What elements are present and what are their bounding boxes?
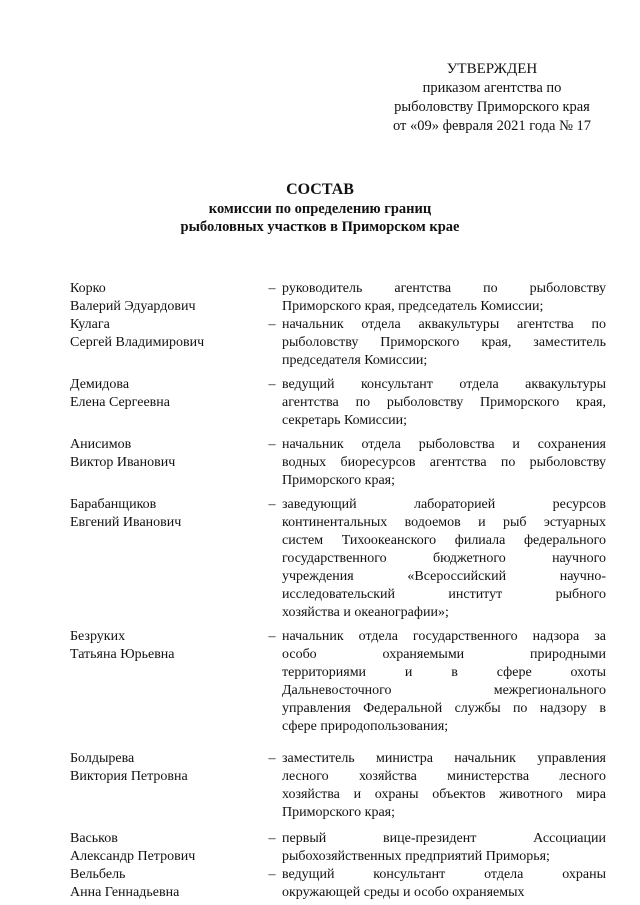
role-line: начальник отдела рыболовства и сохранения (282, 437, 606, 452)
role-line: лесного хозяйства министерства лесного (282, 769, 606, 784)
role-line: агентства по рыболовству Приморского края, (282, 395, 606, 410)
role-line: особо охраняемыми природными (282, 647, 606, 662)
member-role (282, 280, 606, 316)
member-role (282, 496, 606, 622)
dash-separator: – (268, 751, 276, 766)
member-role (282, 866, 606, 902)
role-line: государственного бюджетного научного (282, 551, 606, 566)
approval-line: от «09» февраля 2021 года № 17 (392, 118, 592, 134)
member-name (70, 280, 262, 316)
role-line: начальник отдела государственного надзора за (282, 629, 606, 644)
member-entry (70, 830, 606, 866)
role-line: заведующий лабораторией ресурсов (282, 497, 606, 512)
member-entry (70, 316, 606, 370)
member-name (70, 316, 262, 370)
member-given: Сергей Владимирович (70, 335, 205, 350)
heading-line: комиссии по определению границ (208, 201, 432, 217)
member-given: Татьяна Юрьевна (70, 647, 175, 662)
role-line: управления Федеральной службы по надзору в (282, 701, 606, 716)
role-line: сфере природопользования; (282, 719, 449, 734)
member-entry (70, 436, 606, 490)
member-given: Евгений Иванович (70, 515, 182, 530)
role-line: учреждения «Всероссийский научно- (282, 569, 606, 584)
role-line: Приморского края, председатель Комиссии; (282, 299, 544, 314)
member-name (70, 866, 262, 902)
member-given: Анна Геннадьевна (70, 885, 180, 900)
role-line: ведущий консультант отдела аквакультуры (282, 377, 606, 392)
role-line: Приморского края; (282, 805, 396, 820)
member-name (70, 436, 262, 490)
role-line: территориями и в сфере охоты (282, 665, 606, 680)
role-line: Приморского края; (282, 473, 396, 488)
heading-title: СОСТАВ (286, 181, 354, 198)
member-entry (70, 376, 606, 430)
role-line: ведущий консультант отдела охраны (282, 867, 606, 882)
dash-separator: – (268, 867, 276, 882)
member-name (70, 628, 262, 736)
dash-separator: – (268, 317, 276, 332)
dash-separator: – (268, 629, 276, 644)
member-given: Елена Сергеевна (70, 395, 170, 410)
member-surname: Болдырева (70, 751, 135, 766)
member-entry (70, 750, 606, 822)
dash-separator: – (268, 497, 276, 512)
member-name (70, 376, 262, 430)
role-line: окружающей среды и особо охраняемых (282, 885, 525, 900)
member-role (282, 316, 606, 370)
dash-separator: – (268, 377, 276, 392)
member-entry (70, 280, 606, 316)
member-given: Валерий Эдуардович (70, 299, 196, 314)
role-line: начальник отдела аквакультуры агентства по (282, 317, 606, 332)
member-given: Александр Петрович (70, 849, 196, 864)
member-surname: Безруких (70, 629, 126, 644)
member-role (282, 830, 606, 866)
member-given: Виктор Иванович (70, 455, 176, 470)
member-surname: Кулага (70, 317, 110, 332)
approval-stamp (372, 60, 612, 136)
member-role (282, 750, 606, 822)
dash-separator: – (268, 281, 276, 296)
member-role (282, 436, 606, 490)
member-name (70, 496, 262, 622)
dash-separator: – (268, 437, 276, 452)
commission-roster (70, 280, 606, 902)
member-entry (70, 496, 606, 622)
member-surname: Барабанщиков (70, 497, 157, 512)
role-line: Дальневосточного межрегионального (282, 683, 606, 698)
member-role (282, 376, 606, 430)
heading-line: рыболовных участков в Приморском крае (180, 219, 460, 235)
member-entry (70, 628, 606, 736)
member-name (70, 830, 262, 866)
role-line: исследовательский институт рыбного (282, 587, 606, 602)
role-line: систем Тихоокеанского филиала федерального (282, 533, 606, 548)
role-line: председателя Комиссии; (282, 353, 428, 368)
member-entry (70, 866, 606, 902)
member-given: Виктория Петровна (70, 769, 188, 784)
member-surname: Демидова (70, 377, 130, 392)
role-line: хозяйства и охраны объектов животного мира (282, 787, 606, 802)
approval-line: приказом агентства по (422, 80, 562, 96)
member-surname: Васьков (70, 831, 118, 846)
role-line: первый вице-президент Ассоциации (282, 831, 606, 846)
member-surname: Вельбель (70, 867, 126, 882)
member-surname: Корко (70, 281, 106, 296)
approval-line: рыболовству Приморского края (394, 99, 590, 115)
role-line: континентальных водоемов и рыб эстуарных (282, 515, 606, 530)
role-line: водных биоресурсов агентства по рыболовству (282, 455, 606, 470)
role-line: рыболовству Приморского края, заместитель (282, 335, 606, 350)
role-line: секретарь Комиссии; (282, 413, 408, 428)
role-line: руководитель агентства по рыболовству (282, 281, 606, 296)
document-heading (0, 180, 640, 236)
approval-title: УТВЕРЖДЕН (446, 61, 538, 77)
role-line: заместитель министра начальник управления (282, 751, 606, 766)
role-line: хозяйства и океанографии»; (282, 605, 449, 620)
member-name (70, 750, 262, 822)
dash-separator: – (268, 831, 276, 846)
role-line: рыбохозяйственных предприятий Приморья; (282, 849, 550, 864)
member-role (282, 628, 606, 736)
member-surname: Анисимов (70, 437, 132, 452)
